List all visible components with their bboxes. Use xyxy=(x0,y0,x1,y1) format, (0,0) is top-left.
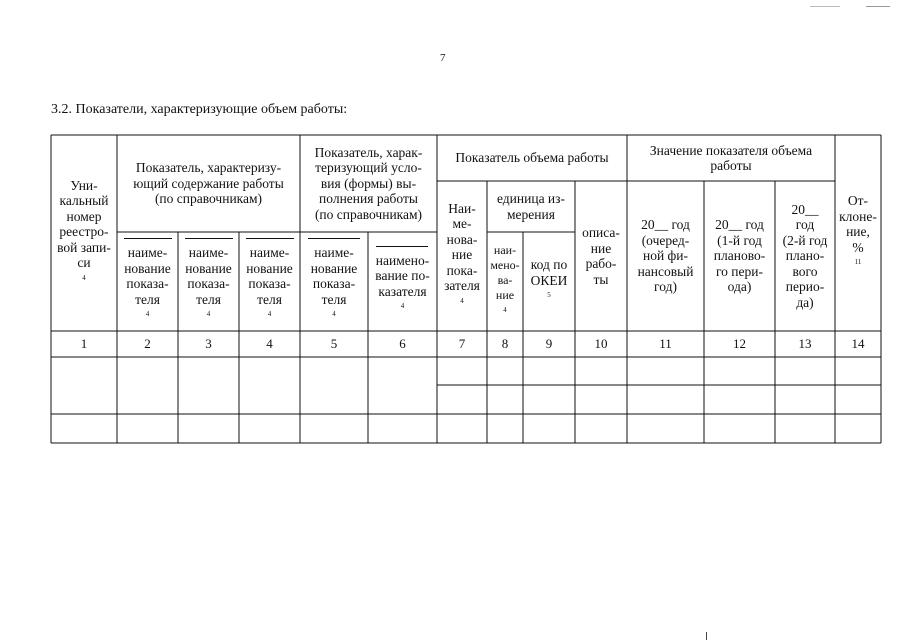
column-number-8: 8 xyxy=(501,336,509,352)
section-title: 3.2. Показатели, характеризующие объем работы: xyxy=(51,102,348,117)
header-col-10: описа- ние рабо- ты xyxy=(582,225,620,287)
column-number-9: 9 xyxy=(545,336,553,352)
header-col-5: наиме- нование показа- теля $^4$ xyxy=(301,233,367,330)
header-group-conditions: Показатель, харак- теризующий усло- вия (формы) вы- полнения работы (по справочникам) xyxy=(314,144,423,222)
header-col-12: 20__ год (1-й год планово- го пери- ода) xyxy=(713,217,766,295)
page-number: 7 xyxy=(440,52,446,64)
column-number-5: 5 xyxy=(330,336,338,352)
header-deviation: От- клоне- ние, % $^{11}$ xyxy=(839,193,877,266)
header-col-11: 20__ год (очеред- ной фи- нансовый год) xyxy=(637,217,694,295)
column-number-3: 3 xyxy=(205,336,212,352)
scan-artifact xyxy=(866,6,890,7)
header-unique-record-number: Уни- кальный номер реестро- вой запи- си $^4$ xyxy=(57,177,111,282)
header-col-3: наиме- нование показа- теля $^4$ xyxy=(179,233,238,330)
header-group-content: Показатель, характеризу- ющий содержание работы (по справочникам) xyxy=(133,160,284,207)
header-unit-group: единица из- мерения xyxy=(496,191,565,222)
column-number-14: 14 xyxy=(851,336,865,352)
header-group-value: Значение показателя объема работы xyxy=(649,142,813,173)
column-number-13: 13 xyxy=(798,336,812,352)
column-number-7: 7 xyxy=(458,336,466,352)
column-number-12: 12 xyxy=(733,336,746,352)
header-group-volume: Показатель объема работы xyxy=(455,150,609,166)
header-col-8: наи- мено- ва- ние $^4$ xyxy=(490,242,520,314)
header-col-6: наимено- вание по- казателя $^4$ xyxy=(369,233,436,330)
header-col-7: Наи- ме- нова- ние пока- зателя $^4$ xyxy=(444,200,480,305)
header-col-9: код по ОКЕИ $^5$ xyxy=(530,257,568,299)
column-number-6: 6 xyxy=(399,336,406,352)
column-number-10: 10 xyxy=(594,336,608,352)
scan-artifact xyxy=(810,6,840,7)
header-col-2: наиме- нование показа- теля $^4$ xyxy=(118,233,177,330)
scan-artifact xyxy=(706,632,707,640)
column-number-1: 1 xyxy=(80,336,88,352)
header-col-4: наиме- нование показа- теля $^4$ xyxy=(240,233,299,330)
header-col-13: 20__ год (2-й год плано- вого перио- да) xyxy=(782,201,828,310)
column-number-2: 2 xyxy=(144,336,151,352)
column-number-4: 4 xyxy=(266,336,273,352)
column-number-11: 11 xyxy=(659,336,672,352)
